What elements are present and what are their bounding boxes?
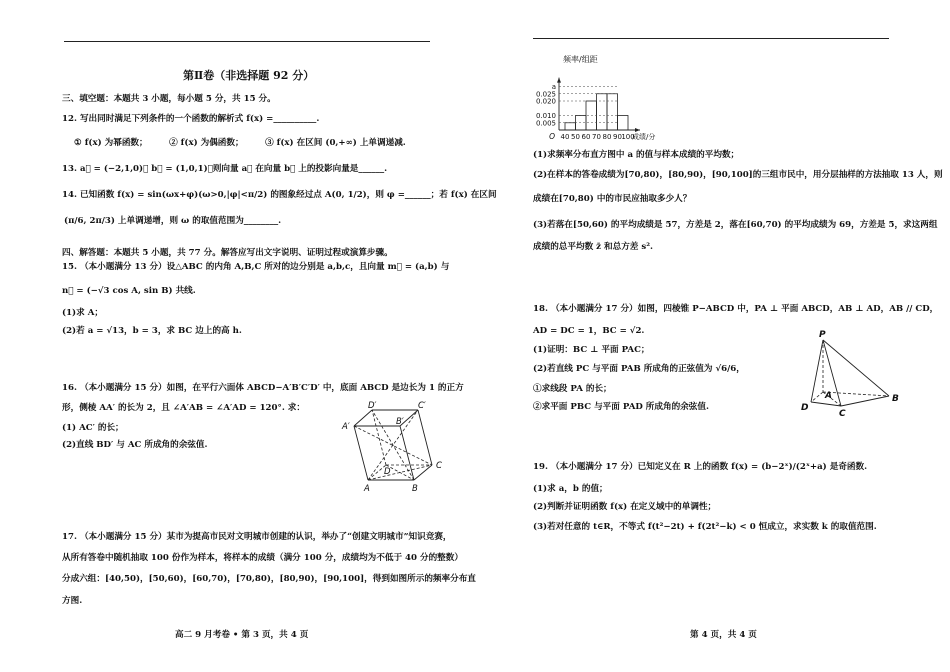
q19-part1: (1)求 a，b 的值； bbox=[533, 484, 608, 494]
y-tick-label: a bbox=[551, 83, 556, 91]
x-tick-label: 70 bbox=[592, 133, 601, 141]
y-tick-label: 0.025 bbox=[535, 90, 556, 99]
histogram-bar bbox=[607, 94, 618, 130]
x-tick-label: 90 bbox=[613, 133, 622, 141]
q16-line2: 形，侧棱 AA′ 的长为 2，且 ∠A′AB = ∠A′AD = 120°. 求： bbox=[62, 403, 305, 413]
right-page bbox=[475, 0, 950, 672]
q15-part2: (2)若 a = √13，b = 3，求 BC 边上的高 h. bbox=[62, 326, 242, 336]
q13: 13. a⃗ = (−2,1,0)， b⃗ = (1,0,1)，则向量 a⃗ 在向量 b⃗ 上的投影向量是______. bbox=[62, 164, 388, 174]
parallelepiped-figure bbox=[338, 398, 458, 494]
x-tick-label: 60 bbox=[581, 133, 591, 141]
q18-line2: AD = DC = 1，BC = √2. bbox=[533, 326, 645, 336]
q16-line1: 16. （本小题满分 15 分）如图，在平行六面体 ABCD−A′B′C′D′ 中，底面 ABCD 是边长为 1 的正方 bbox=[62, 383, 464, 393]
q18-sub2: ②求平面 PBC 与平面 PAD 所成角的余弦值. bbox=[533, 402, 709, 412]
top-rule-right bbox=[533, 38, 889, 39]
x-axis-arrow bbox=[635, 128, 640, 132]
label-A-pyr: A bbox=[825, 391, 832, 401]
top-rule bbox=[64, 41, 430, 42]
left-footer: 高二 9 月考卷 • 第 3 页，共 4 页 bbox=[175, 630, 309, 640]
q17-part2-line1: (2)在样本的答卷成绩为[70,80)，[80,90)，[90,100]的三组市民中，用分层抽样的方法抽取 13 人，则 bbox=[533, 170, 943, 180]
q17-line2: 从所有答卷中随机抽取 100 份作为样本，将样本的成绩（满分 100 分，成绩均为不低于 40 分的整数） bbox=[62, 553, 463, 563]
y-axis-label: 频率/组距 bbox=[563, 55, 598, 64]
q19-part3: (3)若对任意的 t∈R，不等式 f(t²−2t) + f(2t²−k) < 0 恒成立，求实数 k 的取值范围. bbox=[533, 522, 877, 532]
y-tick-label: 0.010 bbox=[535, 112, 556, 120]
q17-part3-line1: (3)若落在[50,60) 的平均成绩是 57，方差是 2，落在[60,70) 的平均成绩为 69，方差是 5，求这两组 bbox=[533, 220, 938, 230]
q18-part1: (1)证明：BC ⊥ 平面 PAC； bbox=[533, 345, 650, 355]
q18-part2: (2)若直线 PC 与平面 PAB 所成角的正弦值为 √6/6， bbox=[533, 364, 745, 374]
q18-line1: 18. （本小题满分 17 分）如图，四棱锥 P−ABCD 中，PA ⊥ 平面 ABCD，AB ⊥ AD，AB // CD， bbox=[533, 304, 939, 314]
label-D1: D′ bbox=[368, 401, 377, 411]
q15-line1: 15. （本小题满分 13 分）设△ABC 的内角 A,B,C 所对的边分别是 a,b,c，且向量 m⃗ = (a,b) 与 bbox=[62, 262, 450, 272]
x-tick-label: 50 bbox=[571, 133, 580, 141]
q16-part1: (1) AC′ 的长； bbox=[62, 423, 124, 433]
histogram-bar bbox=[565, 123, 576, 130]
q15-part1: (1)求 A； bbox=[62, 308, 103, 318]
x-tick-label: 100 bbox=[621, 133, 635, 141]
q14-line2: (π/6, 2π/3) 上单调递增，则 ω 的取值范围为________. bbox=[64, 216, 282, 226]
label-C1: C′ bbox=[418, 401, 426, 411]
q12-line1: 12. 写出同时满足下列条件的一个函数的解析式 f(x) =__________. bbox=[62, 114, 320, 124]
label-C: C bbox=[436, 461, 442, 471]
frequency-histogram bbox=[525, 50, 725, 145]
q15-line2: n⃗ = (−√3 cos A, sin B) 共线. bbox=[62, 286, 196, 296]
right-footer: 第 4 页，共 4 页 bbox=[690, 630, 757, 640]
label-B1: B′ bbox=[396, 417, 404, 427]
q12-line2: ① f(x) 为幂函数； ② f(x) 为偶函数； ③ f(x) 在区间 (0,+∞) 上单调递减. bbox=[74, 138, 406, 148]
x-tick-label: 40 bbox=[560, 133, 570, 141]
q19-line1: 19. （本小题满分 17 分）已知定义在 R 上的函数 f(x) = (b−2ˣ)/(2ˣ+a) 是奇函数. bbox=[533, 462, 868, 472]
label-P: P bbox=[819, 330, 826, 340]
label-C-pyr: C bbox=[839, 409, 846, 416]
part4-header: 四、解答题：本题共 5 小题，共 77 分。解答应写出文字说明、证明过程或演算步骤。 bbox=[62, 248, 393, 258]
label-B: B bbox=[412, 484, 418, 494]
q17-line1: 17. （本小题满分 15 分）某市为提高市民对文明城市创建的认识，举办了“创建文明城市”知识竞赛， bbox=[62, 532, 452, 542]
label-D-pyr: D bbox=[801, 403, 809, 413]
pyramid-figure bbox=[801, 326, 911, 416]
q17-part2-line2: 成绩在[70,80) 中的市民应抽取多少人？ bbox=[533, 194, 692, 204]
q19-part2: (2)判断并证明函数 f(x) 在定义域中的单调性； bbox=[533, 502, 717, 512]
histogram-bar bbox=[597, 94, 608, 130]
q18-sub1: ①求线段 PA 的长； bbox=[533, 384, 612, 394]
y-tick-label: 0.020 bbox=[535, 97, 556, 106]
x-tick-label: 80 bbox=[602, 133, 612, 141]
label-A1: A′ bbox=[342, 422, 350, 432]
q17-line3: 分成六组：[40,50)，[50,60)，[60,70)，[70,80)，[80,90)，[90,100]，得到如图所示的频率分布直 bbox=[62, 574, 476, 584]
label-A: A bbox=[364, 484, 370, 494]
q14-line1: 14. 已知函数 f(x) = sin(ωx+φ)(ω>0,|φ|<π/2) 的图象经过点 A(0, 1/2)，则 φ =______；若 f(x) 在区间 bbox=[62, 190, 497, 200]
y-tick-label: 0.005 bbox=[535, 119, 556, 128]
origin-label: O bbox=[549, 132, 555, 141]
section-title: 第Ⅱ卷（非选择题 92 分） bbox=[183, 69, 315, 82]
label-B-pyr: B bbox=[892, 394, 899, 404]
q17-part1: (1)求频率分布直方图中 a 的值与样本成绩的平均数； bbox=[533, 150, 740, 160]
q16-part2: (2)直线 BD′ 与 AC 所成角的余弦值. bbox=[62, 440, 208, 450]
y-axis-arrow bbox=[557, 78, 561, 83]
x-axis-label: 成绩/分 bbox=[632, 133, 656, 141]
label-D: D bbox=[384, 467, 391, 477]
q17-line4: 方图. bbox=[62, 596, 83, 606]
part3-header: 三、填空题：本题共 3 小题，每小题 5 分，共 15 分。 bbox=[62, 94, 276, 104]
q17-part3-line2: 成绩的总平均数 z̄ 和总方差 s². bbox=[533, 242, 653, 252]
histogram-bar bbox=[618, 116, 629, 131]
